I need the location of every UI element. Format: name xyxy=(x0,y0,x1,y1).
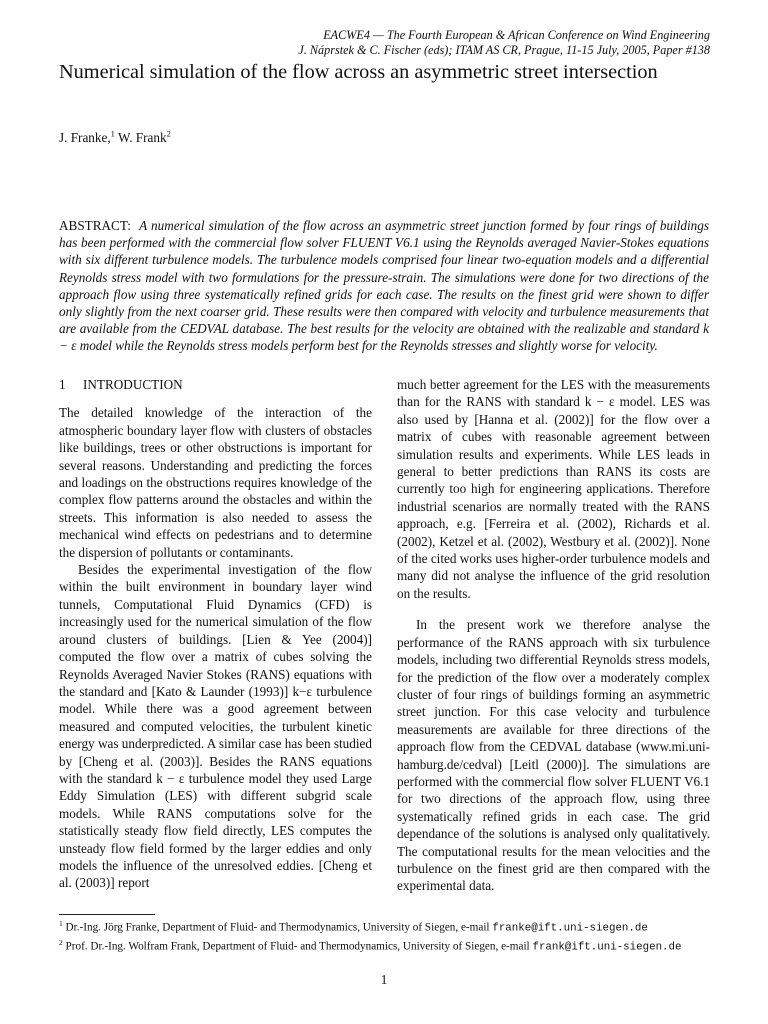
intro-paragraph-3: much better agreement for the LES with the measurements than for the RANS with standard k − ε model. LES was also used by [Hanna et al. (2002)] for the flow over a matrix of cubes with reasonable agreement between simulation results and experiments. While LES leads in general to better predictions than RANS its costs are currently too high for engineering applications. Therefore industrial scenarios are normally treated with the RANS approach, e.g. [Ferreira et al. (2002), Richards et al. (2002), Ketzel et al. (2002), Westbury et al. (2002)]. None of the cited works uses higher-order turbulence models and many did not analyse the influence of the grid resolution on the results. xyxy=(397,377,710,601)
intro-paragraph-2: Besides the experimental investigation of the flow within the built environment in boundary layer wind tunnels, Computational Fluid Dynamics (CFD) is increasingly used for the numerical simulation of the flow around clusters of buildings. [Lien & Yee (2004)] computed the flow over a matrix of cubes solving the Reynolds Averaged Navier Stokes (RANS) equations with the standard and [Kato & Launder (1993)] k−ε turbulence model. While there was a good agreement between measured and computed velocities, the turbulent kinetic energy was underpredicted. A similar case has been studied by [Cheng et al. (2003)]. Besides the RANS equations with the standard k − ε turbulence model they used Large Eddy Simulation (LES) with different subgrid scale models. While RANS computations solve for the statistically steady flow field directly, LES computes the unsteady flow field formed by the larger eddies and only models the influence of the unresolved eddies. [Cheng et al. (2003)] report xyxy=(59,562,372,891)
author-1: J. Franke, xyxy=(59,130,111,145)
footnote-2-email[interactable]: frank@ift.uni-siegen.de xyxy=(532,941,682,954)
footnote-1 xyxy=(59,917,709,936)
right-column xyxy=(397,376,710,895)
footnote-1-mark: 1 xyxy=(59,919,63,928)
conference-line: EACWE4 — The Fourth European & African Conference on Wind Engineering xyxy=(323,28,710,42)
editors-line: J. Náprstek & C. Fischer (eds); ITAM AS CR, Prague, 11-15 July, 2005, Paper #138 xyxy=(298,43,710,57)
section-heading xyxy=(59,376,372,393)
paper-title: Numerical simulation of the flow across an asymmetric street intersection xyxy=(59,61,658,83)
abstract-text: A numerical simulation of the flow across an asymmetric street junction formed by four rings of buildings has been performed with the commercial flow solver FLUENT V6.1 using the Reynolds averaged Navier-Stokes equations with six different turbulence models. The turbulence models comprised four linear two-equation models and a differential Reynolds stress model with two formulations for the pressure-strain. The simulations were done for two directions of the approach flow using three systematically refined grids for each case. The results on the finest grid were shown to differ only slightly from the next coarser grid. These results were then compared with velocity and turbulence measurements that are available from the CEDVAL database. The best results for the velocity are obtained with the realizable and standard k − ε model while the Reynolds stress models perform best for the Reynolds stresses and slightly worse for velocity. xyxy=(59,218,709,354)
conference-header xyxy=(50,28,710,58)
footnote-rule xyxy=(59,914,155,915)
footnotes xyxy=(59,917,709,955)
footnote-2-text: Prof. Dr.-Ing. Wolfram Frank, Department of Fluid- and Thermodynamics, University of Siegen, e-mail xyxy=(62,940,533,953)
abstract-label: ABSTRACT: xyxy=(59,218,131,233)
left-column xyxy=(59,376,372,892)
author-2: W. Frank xyxy=(114,130,167,145)
paragraph-gap xyxy=(397,602,710,616)
page-number: 1 xyxy=(380,972,388,987)
footnote-2-mark: 2 xyxy=(59,938,63,948)
author-1-footnote-mark: 1 xyxy=(110,128,115,139)
author-list xyxy=(59,130,171,146)
section-number: 1 xyxy=(59,377,66,392)
section-title: INTRODUCTION xyxy=(83,377,183,392)
author-2-footnote-mark: 2 xyxy=(166,128,171,139)
intro-paragraph-1: The detailed knowledge of the interaction of the atmospheric boundary layer flow with clusters of obstacles like buildings, trees or other obstructions is important for several reasons. Understanding and predicting the forces and loadings on the obstructions requires knowledge of the complex flow patterns around the obstacles and within the streets. This information is also needed to assess the mechanical wind effects on pedestrians and to determine the dispersion of pollutants or contaminants. xyxy=(59,405,372,560)
footnote-1-email[interactable]: franke@ift.uni-siegen.de xyxy=(492,922,648,935)
intro-paragraph-4: In the present work we therefore analyse the performance of the RANS approach with six turbulence models, including two differential Reynolds stress models, for the prediction of the flow over a moderately complex cluster of four rings of buildings forming an asymmetric street junction. For this case velocity and turbulence measurements are available for three directions of the approach flow from the CEDVAL database (www.mi.uni-hamburg.de/cedval) [Leitl (2000)]. The simulations are performed with the commercial flow solver FLUENT V6.1 for two directions of the approach flow, using three systematically refined grids in each case. The grid dependance of the solutions is analysed only qualitatively. The computational results for the mean velocities and the turbulence on the finest grid are then compared with the experimental data. xyxy=(397,617,710,894)
footnote-2 xyxy=(59,936,709,955)
abstract xyxy=(59,217,709,355)
footnote-1-text: Dr.-Ing. Jörg Franke, Department of Fluid- and Thermodynamics, University of Siegen, e-mail xyxy=(62,921,493,934)
